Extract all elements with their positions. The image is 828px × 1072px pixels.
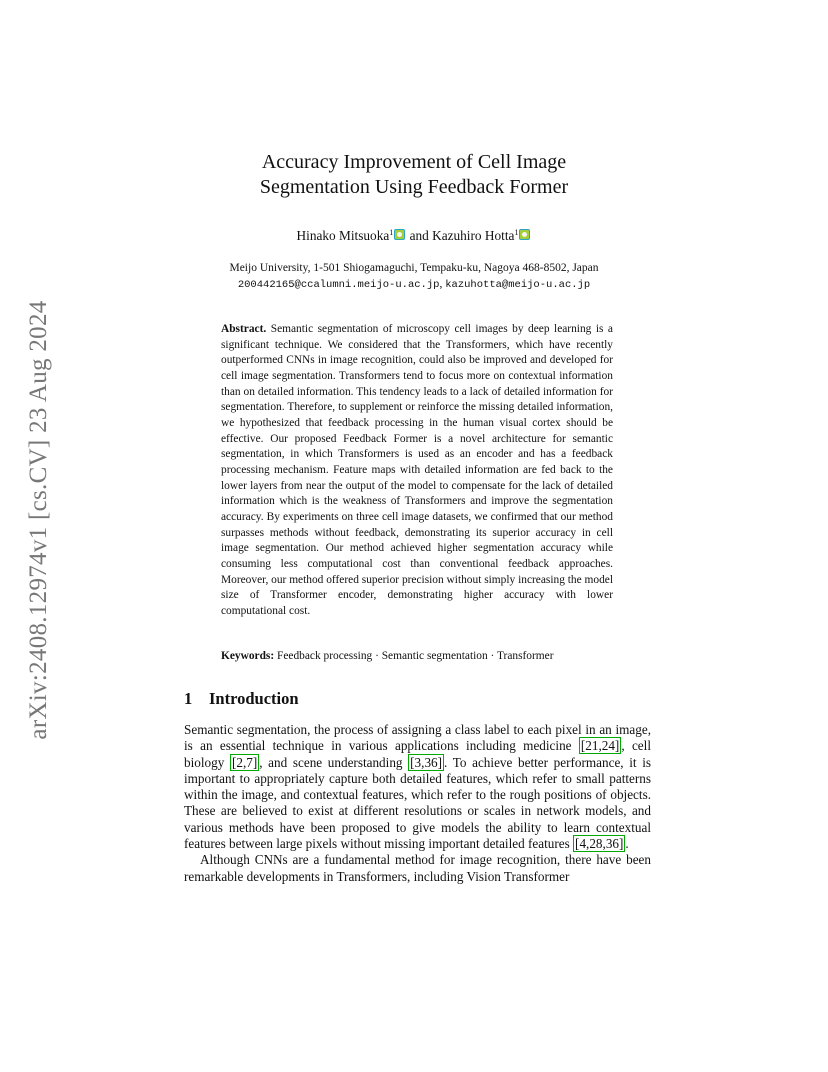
paragraph-text: . To achieve better performance, it is important to appropriately capture both detailed features, which refer to small patterns within the image, and contextual features, which refer to the rough positions of objects. These are believed to exist at different resolutions or scales in network models, and various methods have been proposed to give models the ability to learn contextual features between large pixels without missing important detailed features (184, 754, 652, 852)
keywords-label: Keywords: (221, 650, 275, 662)
citation-link[interactable]: [2,7] (231, 754, 258, 770)
citation-link[interactable]: [21,24] (580, 738, 620, 754)
author-name: Hinako Mitsuoka (296, 228, 390, 243)
affiliation-marker: 1 (389, 228, 394, 237)
paragraph-text: . (625, 836, 629, 852)
arxiv-id-label: arXiv:2408.12974v1 [cs.CV] 23 Aug 2024 (25, 300, 52, 740)
paragraph (184, 722, 651, 852)
keywords-text: Feedback processing · Semantic segmentation · Transformer (277, 650, 554, 662)
paragraph: Although CNNs are a fundamental method for image recognition, there have been remarkable developments in Transformers, including Vision Transformer (184, 852, 651, 884)
author-conjunction: and (409, 228, 429, 243)
citation-link[interactable]: [3,36] (410, 754, 443, 770)
section-number: 1 (184, 689, 193, 708)
affiliation-address: Meijo University, 1-501 Shiogamaguchi, Tempaku-ku, Nagoya 468-8502, Japan (229, 262, 599, 274)
email-line (0, 276, 828, 293)
abstract-text: Semantic segmentation of microscopy cell images by deep learning is a significant technique. We considered that the Transformers, which have recently outperformed CNNs in image recognition, could also be improved and developed for cell image segmentation. Transformers tend to focus more on contextual information than on detailed information. This tendency leads to a lack of detailed information for segmentation. Therefore, to supplement or reinforce the missing detailed information, we hypothesized that feedback processing in the human visual cortex should be effective. Our proposed Feedback Former is a novel architecture for semantic segmentation, in which Transformers is used as an encoder and has a feedback processing mechanism. Feature maps with detailed information are fed back to the lower layers from near the output of the model to compensate for the lack of detailed information which is the weakness of Transformers and improve the segmentation accuracy. By experiments on three cell image datasets, we confirmed that our method surpasses methods without feedback, demonstrating its superior accuracy in cell image segmentation. Our method achieved higher segmentation accuracy while consuming less computational cost than conventional feedback approaches. Moreover, our method offered superior precision without simply increasing the model size of Transformer encoder, demonstrating higher accuracy with lower computational cost. (221, 323, 613, 617)
citation-link[interactable]: [4,28,36] (575, 836, 624, 852)
author-list (0, 228, 828, 244)
affiliation-block (0, 260, 828, 293)
section-title: Introduction (209, 689, 299, 708)
introduction-body (184, 722, 651, 885)
abstract (221, 322, 613, 619)
keywords (221, 650, 613, 662)
paragraph-text: , and scene understanding (259, 754, 409, 770)
email-separator: , (439, 278, 443, 290)
section-heading (184, 689, 299, 709)
paragraph-text: Semantic segmentation, the process of assigning a class label to each pixel in an image, is an essential technique in various applications including medicine (184, 722, 651, 754)
title-line-1: Accuracy Improvement of Cell Image (261, 151, 567, 173)
affiliation-marker: 1 (514, 228, 519, 237)
orcid-icon[interactable] (519, 229, 530, 240)
title-line-2: Segmentation Using Feedback Former (259, 176, 569, 198)
author-name: Kazuhiro Hotta (432, 228, 515, 243)
orcid-icon[interactable] (394, 229, 405, 240)
email-link[interactable]: 200442165@ccalumni.meijo-u.ac.jp (237, 279, 440, 291)
email-link[interactable]: kazuhotta@meijo-u.ac.jp (445, 279, 591, 291)
paragraph-text: , cell biology (184, 738, 651, 770)
abstract-label: Abstract. (221, 323, 267, 335)
arxiv-sidebar-stamp (25, 280, 52, 760)
paper-title (0, 150, 828, 200)
